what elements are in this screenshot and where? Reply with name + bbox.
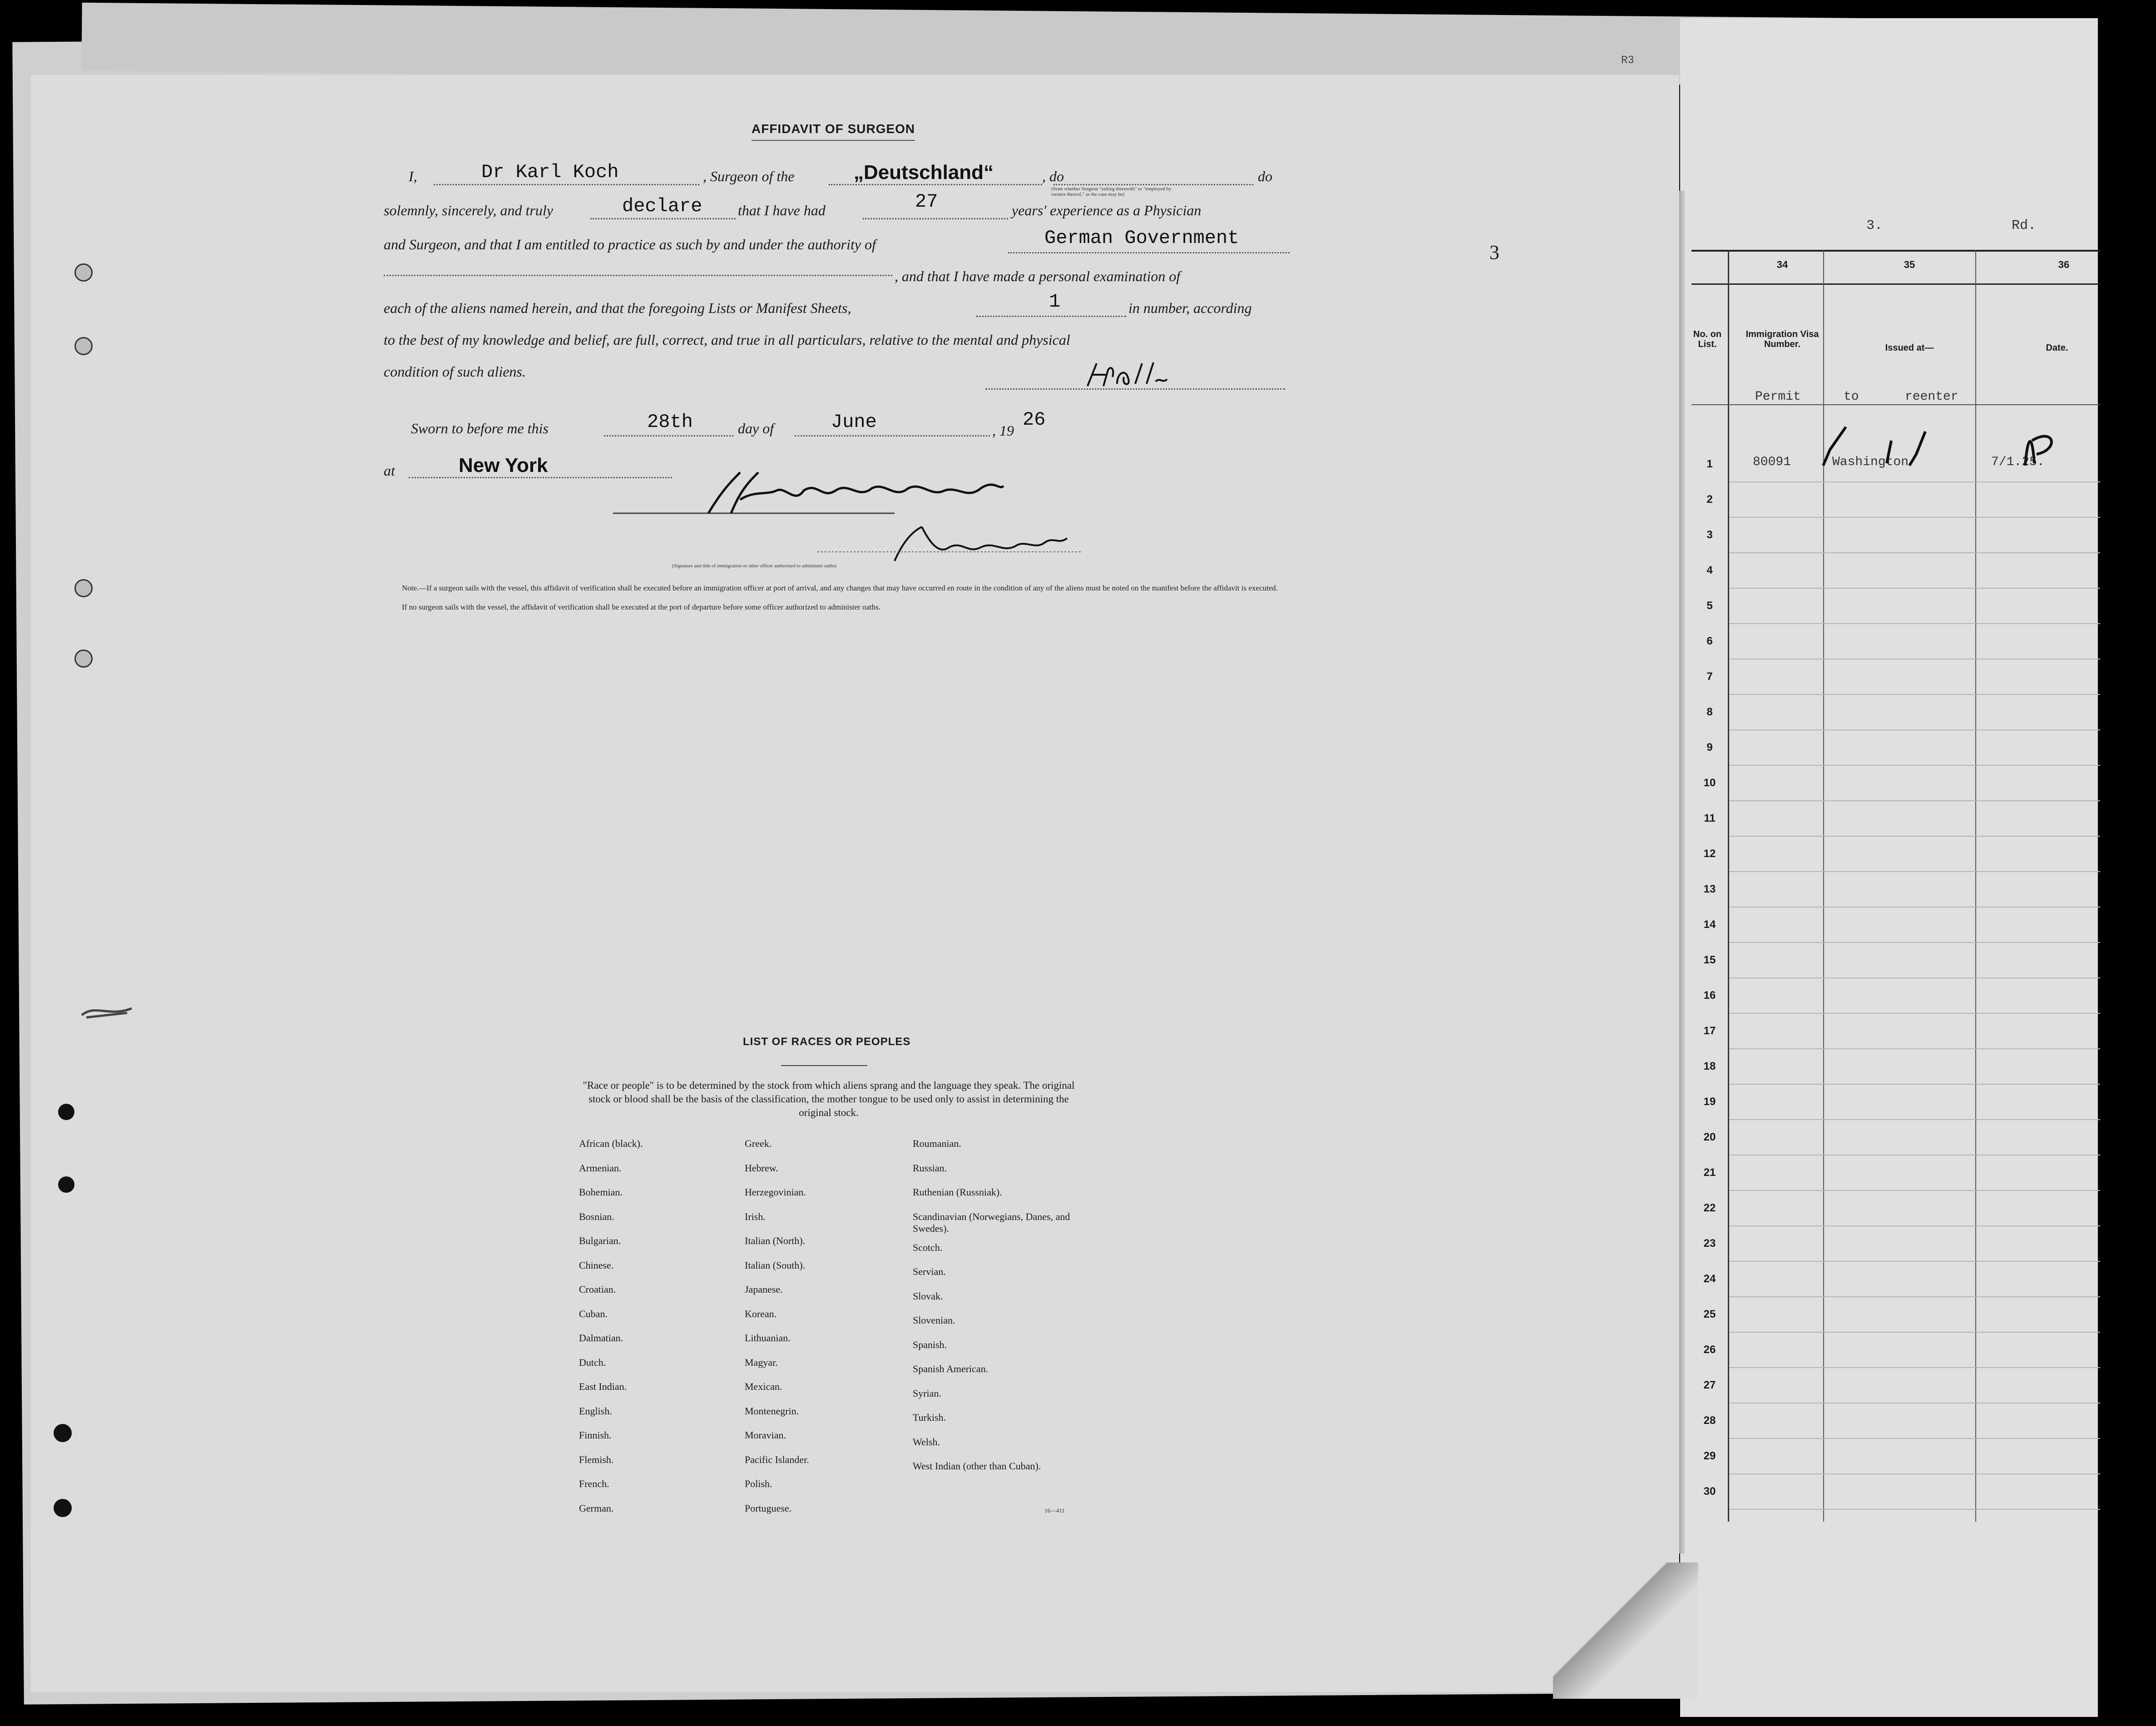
row-rule [1729,623,2100,624]
row-number: 27 [1703,1379,1716,1391]
permit-to-word: to [1844,390,1859,404]
number-label: in number, according [1128,300,1252,316]
row-rule [1729,1190,2100,1191]
row-rule [1729,1509,2100,1510]
binding-hole [74,337,93,355]
state-note: (State whether Surgeon "sailing therewith" or "employed by owners thereof," as the case may be) [1051,186,1172,197]
race-item: Armenian. [579,1162,622,1174]
do-label: , do [1042,168,1064,184]
race-item: Japanese. [745,1284,783,1295]
row-rule [1729,517,2100,518]
row-rule [1729,659,2100,660]
at-label: at [384,462,395,479]
race-item: Syrian. [913,1387,941,1399]
row-rule [1729,907,2100,908]
row-number: 16 [1703,989,1716,1002]
i-label: I, [409,168,417,184]
race-item: Scandinavian (Norwegians, Danes, and Swedes). [913,1210,1070,1234]
row1-date: 7/1.25. [1991,455,2045,469]
race-item: Moravian. [745,1429,786,1441]
row-rule [1729,552,2100,553]
race-item: Welsh. [913,1436,940,1448]
race-item: Servian. [913,1266,946,1277]
declare-rule [590,218,736,219]
race-item: Croatian. [579,1284,616,1295]
sworn-month: June [831,411,877,433]
race-item: Bulgarian. [579,1235,621,1246]
row-rule [1729,1261,2100,1262]
race-item: Mexican. [745,1381,782,1392]
vessel-rule [829,184,1042,185]
race-item: West Indian (other than Cuban). [913,1460,1041,1472]
do-word: do [1258,168,1272,184]
row-number: 23 [1703,1237,1716,1250]
row-number: 25 [1703,1308,1716,1320]
row1-check-marks [1819,422,2073,477]
binding-hole [54,1424,72,1442]
row-rule [1729,694,2100,695]
declare-word: declare [622,195,702,217]
margin-number: 3 [1489,241,1499,263]
binding-hole [58,1104,74,1120]
race-item: African (black). [579,1138,643,1149]
authority-rule-2 [384,275,892,276]
race-item: Russian. [913,1162,947,1174]
row-number: 22 [1703,1202,1716,1214]
row-number: 14 [1703,918,1716,931]
row-rule [1729,1225,2100,1226]
row1-issued-at: Washington [1832,455,1909,469]
race-item: Ruthenian (Russniak). [913,1186,1002,1198]
row-number: 11 [1704,812,1716,824]
race-item: Bosnian. [579,1210,614,1222]
row-number: 5 [1706,600,1713,612]
race-item: Dutch. [579,1356,606,1368]
row-rule [1729,1296,2100,1297]
row-number: 6 [1706,635,1713,647]
row-number: 29 [1703,1450,1716,1462]
column-number-34: 34 [1776,259,1788,270]
row-number: 3 [1706,529,1713,541]
row-number: 24 [1703,1273,1716,1285]
row-number: 10 [1703,777,1716,789]
form-code: 16—411 [1044,1507,1065,1514]
sworn-place: New York [459,454,548,476]
row-number: 26 [1703,1344,1716,1356]
manifest-grid [1691,250,2100,1522]
row-rule [1729,1367,2100,1368]
race-item: Italian (North). [745,1235,806,1246]
binding-hole [74,263,93,282]
sworn-day: 28th [647,411,693,433]
years-rule [863,218,1008,219]
binding-hole [74,579,93,597]
staple-mark [77,999,136,1027]
row-number: 8 [1706,706,1713,718]
race-item: Roumanian. [913,1138,961,1149]
race-item: Bohemian. [579,1186,623,1198]
row-rule [1729,800,2100,801]
race-item: Spanish American. [913,1363,989,1374]
best-label: to the best of my knowledge and belief, are full, correct, and true in all particulars, relative to the mental and physical [384,332,1070,348]
binding-hole [58,1176,74,1193]
had-label: that I have had [738,202,826,218]
race-item: Finnish. [579,1429,612,1441]
row-rule [1729,588,2100,589]
row-number: 4 [1706,564,1713,576]
row-rule [1729,1438,2100,1439]
race-item: East Indian. [579,1381,627,1392]
row-number: 21 [1703,1166,1716,1179]
surgeon-name: Dr Karl Koch [481,161,619,183]
row-number: 1 [1706,458,1713,470]
race-item: Spanish. [913,1339,947,1350]
row-rule [1729,481,2100,482]
officer-signature [604,463,1099,568]
examination-label: , and that I have made a personal examination of [895,268,1181,284]
sworn-label: Sworn to before me this [411,420,549,436]
row-number: 20 [1703,1131,1716,1143]
month-rule [795,435,990,436]
race-item: Dalmatian. [579,1332,623,1344]
race-item: Polish. [745,1478,772,1489]
row-rule [1729,1119,2100,1120]
race-item: Portuguese. [745,1502,792,1514]
solemnly-label: solemnly, sincerely, and truly [384,202,553,218]
top-corner-mark: R3 [1621,55,1634,67]
row-rule [1729,729,2100,730]
status-rule [1053,184,1253,185]
race-item: Montenegrin. [745,1405,799,1417]
race-item: Herzegovinian. [745,1186,806,1198]
column-number-36: 36 [2058,259,2070,270]
race-item: French. [579,1478,609,1489]
row-number: 2 [1706,493,1713,506]
affidavit-note-2: If no surgeon sails with the vessel, the affidavit of verification shall be executed at the port of departure before some officer authorized to administer oaths. [402,603,881,611]
day-rule [604,435,733,436]
row-number: 9 [1706,741,1713,754]
row1-visa-number: 80091 [1753,455,1791,469]
race-item: Flemish. [579,1453,614,1465]
permit-word: Permit [1755,390,1801,404]
row-number: 13 [1703,883,1716,895]
row-number: 12 [1703,848,1716,860]
header-visa-number: Immigration Visa Number. [1746,329,1819,349]
race-item: Scotch. [913,1241,943,1253]
race-item: Korean. [745,1308,777,1319]
years-label: years' experience as a Physician [1012,202,1202,218]
row-number: 7 [1706,670,1713,683]
authority-rule [1008,252,1290,253]
row-rule [1729,1473,2100,1474]
race-item: Chinese. [579,1259,614,1271]
race-item: Lithuanian. [745,1332,791,1344]
row-rule [1729,871,2100,872]
each-label: each of the aliens named herein, and that the foregoing Lists or Manifest Sheets, [384,300,851,316]
row-rule [1729,1013,2100,1014]
race-item: Hebrew. [745,1162,778,1174]
row-rule [1729,1403,2100,1404]
binding-hole [74,650,93,668]
year-prefix: , 19 [992,422,1014,439]
column-number-35: 35 [1904,259,1915,270]
authority: German Government [1044,227,1239,249]
row-number: 30 [1703,1485,1716,1498]
year-suffix: 26 [1023,409,1046,431]
and-surgeon-label: and Surgeon, and that I am entitled to practice as such by and under the authority of [384,236,876,253]
affidavit-note-1: Note.—If a surgeon sails with the vessel, this affidavit of verification shall be executed before an immigration officer at port of arrival, and any changes that may have occurred en route in the condition of any of the aliens must be noted on the manifest before the affidavit is executed. [402,584,1278,592]
races-heading: LIST OF RACES OR PEOPLES [743,1036,911,1048]
sheets-rule [976,316,1126,317]
surgeon-name-rule [434,184,699,185]
affidavit-line-1 [409,168,417,185]
race-item: German. [579,1502,614,1514]
row-number: 18 [1703,1060,1716,1072]
binding-hole [54,1499,72,1517]
surgeon-of-label: , Surgeon of the [703,168,795,184]
surgeon-signature [1085,359,1172,391]
race-item: Magyar. [745,1356,778,1368]
corner-mark: Rd. [2012,218,2037,233]
row-number: 15 [1703,954,1716,966]
row-rule [1729,1048,2100,1049]
vessel-name: „Deutschland“ [854,161,994,184]
torn-edge [1553,1562,1698,1699]
race-item: Cuban. [579,1308,608,1319]
row-rule [1729,942,2100,943]
race-item: Slovak. [913,1290,943,1302]
header-issued-at: Issued at— [1885,343,1934,353]
row-rule [1729,1084,2100,1085]
race-item: Pacific Islander. [745,1453,809,1465]
header-list-no: No. on List. [1693,329,1722,349]
race-item: English. [579,1405,612,1417]
row-rule [1729,765,2100,766]
row-number: 28 [1703,1414,1716,1427]
race-item: Irish. [745,1210,766,1222]
row-rule [1729,977,2100,978]
years-experience: 27 [915,191,938,213]
sheet-count: 1 [1049,291,1061,312]
row-number: 17 [1703,1025,1716,1037]
permit-reenter-word: reenter [1905,390,1958,404]
row-rule [1729,1155,2100,1156]
race-item: Turkish. [913,1412,946,1423]
row-number: 19 [1703,1096,1716,1108]
race-item: Greek. [745,1138,772,1149]
races-intro: "Race or people" is to be determined by the stock from which aliens sprang and the language they speak. The original stock or blood shall be the basis of the classification, the mother tongue to be used only to assist in determining the original stock. [583,1080,1075,1118]
sheet-number: 3. [1866,218,1883,233]
signature-caption: (Signature and title of immigration or other officer authorized to administer oaths) [672,563,836,569]
race-item: Slovenian. [913,1314,955,1326]
row-rule [1729,1332,2100,1333]
race-item: Italian (South). [745,1259,806,1271]
affidavit-heading: AFFIDAVIT OF SURGEON [752,122,915,136]
condition-label: condition of such aliens. [384,363,526,380]
row-rule [1729,836,2100,837]
affidavit-sheet [31,75,1679,1692]
header-date: Date. [2046,343,2068,353]
day-of-label: day of [738,420,774,436]
